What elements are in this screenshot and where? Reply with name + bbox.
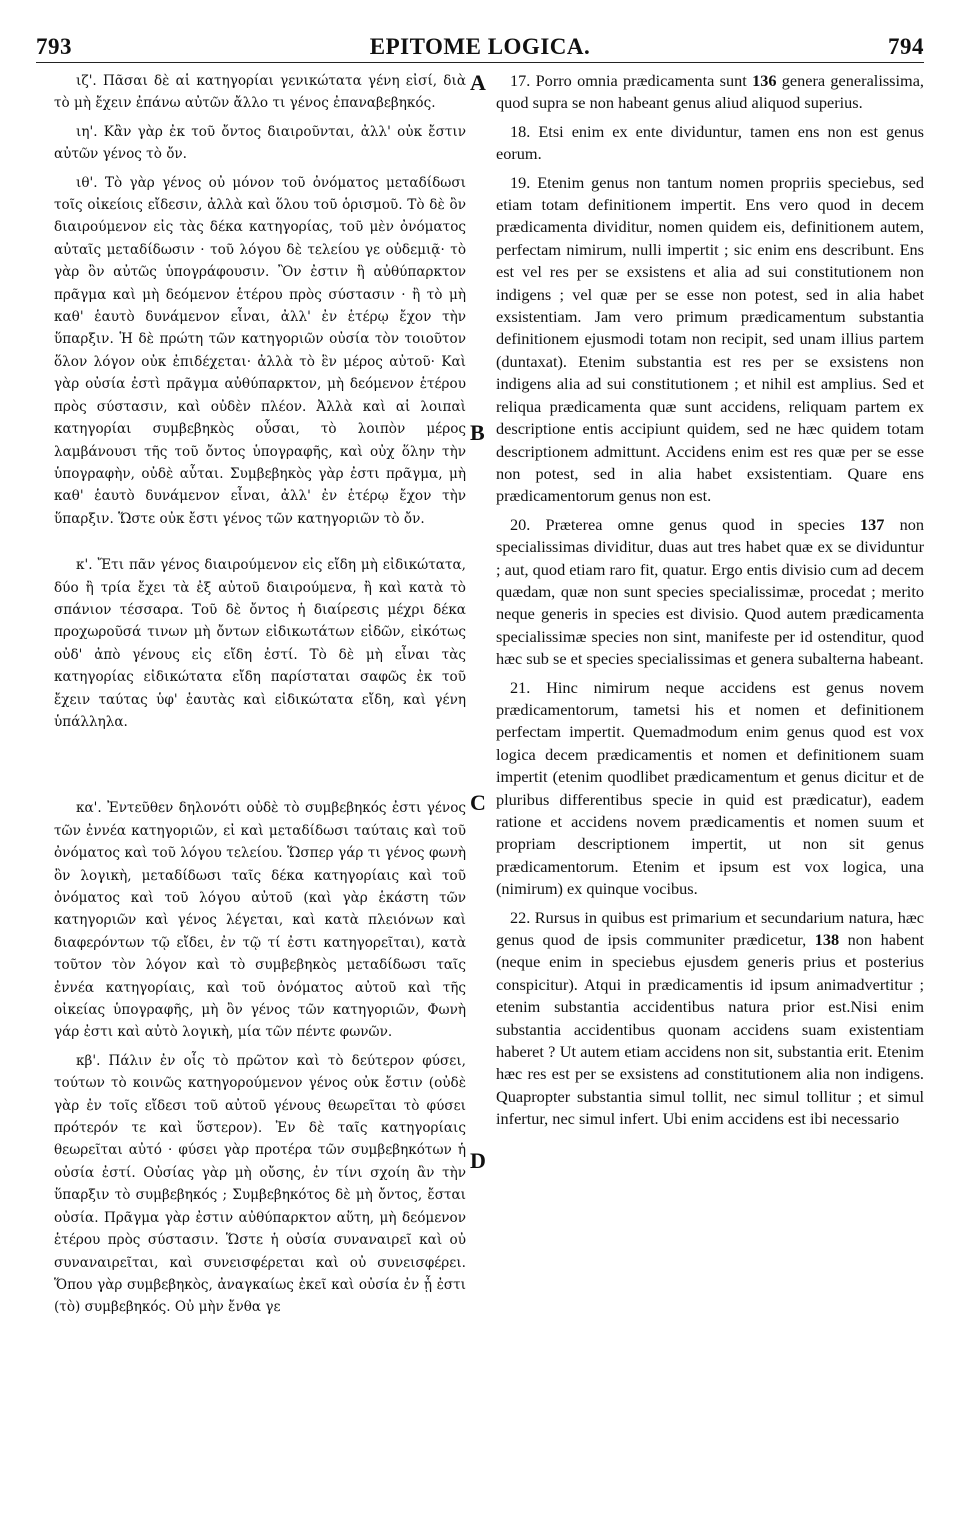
margin-marker-c: C [470, 790, 486, 815]
latin-text: genera generalissima, quod supra se non habeant genus aliud aliquod superius. [496, 71, 924, 113]
latin-text: 21. Hinc nimirum neque accidens est genus novem prædicamentorum, tametsi his et nomen et definitionem perfectam impertit. Quemadmodum enim genus quod est vox logica decem prædicamentis et nomen et definitionem suam impertit (etenim quodlibet prædicamentum et genus dicitur et de pluribus differentibus specie in quid est prædicatur), eadem ratione et accidens novem prædicamentis et nomen suum et propriam descriptionem impertit, ut non sit genus prædicamentorum. Etenim et ipsum est vox logica, una (nimirum) ex quinque vocibus. [496, 677, 924, 899]
margin-marker-b: B [470, 420, 485, 445]
latin-text: non habent (neque enim in speciebus ejusdem generis prius et posterius conspicitur). Atqui in prædicamentis id ipsum animadvertitur ; etenim substantia accidentibus natura prior est.Nisi enim substantia accidentibus quonam accidens suam existentiam haberet ? Ut autem etiam accidens non sit, substantia erit. Etenim hæc res est per se exsistens ad constitutionem alia non indigens. Quapropter substantia simul tollit, nec simul tollitur ; et simul infertur, nec simul infert. Ubi enim accidens est ibi necessario [496, 930, 924, 1129]
latin-text: 17. Porro omnia prædicamenta sunt [510, 71, 753, 90]
greek-column [54, 70, 466, 1325]
column-number: 138 [814, 930, 840, 950]
latin-text: non specialissimas dividitur, duas aut tres habet quæ ex se dividuntur ; aut, quod etiam raro fit, quatur. Ergo entis divisio cum ad decem quædam, quæ non sunt species specialissimæ, procedat ; merito neque generis in species est divisio. Quod autem prædicamenta specialissimæ species non sint, manifeste per id ostenditur, quod hæc sub se et species specialissimas et genera subalterna habeant. [496, 514, 924, 669]
greek-paragraph-17: ιζ'. Πᾶσαι δὲ αἱ κατηγορίαι γενικώτατα γένη εἰσί, διὰ τὸ μὴ ἔχειν ἐπάνω αὐτῶν ἄλλο τι γένος ἐπαναβεβηκός. [54, 73, 466, 112]
latin-paragraph-21 [496, 677, 924, 901]
latin-paragraph-18 [496, 121, 924, 166]
latin-text: 18. Etsi enim ex ente dividuntur, tamen ens non est genus eorum. [496, 121, 924, 164]
greek-paragraph-20: κ'. Ἔτι πᾶν γένος διαιρούμενον εἰς εἴδη μὴ εἰδικώτατα, δύο ἢ τρία ἔχει τὰ ἐξ αὐτοῦ διαιρούμενα, ἢ καὶ κατὰ τὸ σπάνιον τέσσαρα. Τοῦ δὲ ὄντος ἡ διαίρεσις μέχρι δέκα προχωροῦσά τινων μὴ ὄντων εἰδικωτάτων εἰδῶν, εἰκότως οὐδ' ἀπὸ γένους εἰς εἴδη ἐστί. Τὸ δὲ μὴ εἶναι τὰς κατηγορίας εἰδικώτατα εἴδη παρίσταται σαφῶς ἐκ τοῦ ἔχειν ταύτας ὑφ' ἑαυτὰς καὶ εἰδικώτατα εἴδη, καὶ γένη ὑπάλληλα. [54, 557, 466, 730]
column-number: 136 [752, 71, 777, 90]
greek-paragraph-22: κβ'. Πάλιν ἐν οἷς τὸ πρῶτον καὶ τὸ δεύτερον φύσει, τούτων τὸ κοινῶς κατηγορούμενον γένος οὐκ ἔστιν (οὐδὲ γὰρ ἐν τοῖς εἴδεσι τοῦ αὐτοῦ γένους θεωρεῖται τὸ φύσει πρότερόν τε καὶ ὕστερον). Ἐν δὲ ταῖς κατηγορίαις θεωρεῖται αὐτό · φύσει γὰρ προτέρα τῶν συμβεβηκότων ἡ οὐσία ἐστί. Οὐσίας γὰρ μὴ οὔσης, ἐν τίνι σχοίη ἂν τὴν ὕπαρξιν τὸ συμβεβηκός ; Συμβεβηκότος δὲ μὴ ὄντος, ἔσται οὐσία. Πρᾶγμα γὰρ ἐστιν αὐθύπαρκτον αὕτη, μὴ δεόμενον ἑτέρου πρὸς σύστασιν. Ὥστε ἡ οὐσία συναναιρεῖ καὶ οὐ συναναιρεῖται, καὶ συνεισφέρεται καὶ οὐ συνεισφέρει. Ὅπου γὰρ συμβεβηκὸς, ἀναγκαίως ἐκεῖ καὶ οὐσία ἐν ᾗ ἐστι (τὸ) συμβεβηκός. Οὐ μὴν ἔνθα γε [54, 1052, 466, 1316]
greek-paragraph-21: κα'. Ἐντεῦθεν δηλονότι οὐδὲ τὸ συμβεβηκός ἐστι γένος τῶν ἐννέα κατηγοριῶν, εἰ καὶ μεταδίδωσι ταύταις καὶ τοῦ ὀνόματος καὶ τοῦ λόγου τελείου. Ὥσπερ γάρ τι γένος φωνὴ ὂν λογικὴ, μεταδίδωσι ταῖς δέκα κατηγορίαις καὶ τοῦ ὀνόματος καὶ τοῦ λόγου αὐτοῦ (καὶ γὰρ ἑκάστη τῶν κατηγοριῶν καὶ γένος λέγεται, καὶ κατὰ πλειόνων καὶ διαφερόντων τῷ εἴδει, ἐν τῷ τί ἐστι κατηγορεῖται), κατὰ τοῦτον τὸν λόγον καὶ τὸ συμβεβηκὸς μεταδίδωσι ταῖς ἐννέα κατηγορίαις, καὶ τοῦ ὀνόματος αὐτοῦ καὶ τῆς οἰκείας ὑπογραφῆς, μὴ ὂν γένος τῶν κατηγοριῶν, Φωνὴ γάρ ἐστι καὶ αὐτὸ λογικὴ, μία τῶν πέντε φωνῶν. [54, 800, 466, 1041]
greek-paragraph-19: ιθ'. Τὸ γὰρ γένος οὐ μόνον τοῦ ὀνόματος μεταδίδωσι τοῖς οἰκείοις εἴδεσιν, ἀλλὰ καὶ ὅλου τοῦ ὁρισμοῦ. Τὸ δὲ ὂν διαιρούμενον εἰς τὰς δέκα κατηγορίας, τοῦ μὲν ὀνόματος αὐταῖς μεταδίδωσιν · τοῦ λόγου δὲ τελείου γε οὐδεμιᾷ· τὸ γὰρ ὂν αὐτῶς ὑπογράφουσιν. Ὂν ἐστιν ἢ αὐθύπαρκτον πρᾶγμα καὶ μὴ δεόμενον ἑτέρου πρὸς σύστασιν · ἢ τὸ μὴ καθ' ἑαυτὸ δυνάμενον εἶναι, ἀλλ' ἐν ἑτέρῳ ἔχον τὴν ὕπαρξιν. Ἡ δὲ πρώτη τῶν κατηγοριῶν οὐσία τὸν τοιοῦτον ὅλον λόγον οὐκ ἐπιδέχεται· ἀλλὰ τὸ ἓν μέρος αὐτοῦ· Καὶ γὰρ οὐσία ἐστὶ πρᾶγμα αὐθύπαρκτον, μὴ δεόμενον ἑτέρου πρὸς σύστασιν, καὶ οὐδὲν πλέον. Ἀλλὰ καὶ αἱ λοιπαὶ κατηγορίαι συμβεβηκὸς οὖσαι, τὸ λοιπὸν μέρος λαμβάνουσι τῆς τοῦ ὄντος ὑπογραφῆς, καὶ οὐχ ὅλην τὴν ὑπογραφὴν, οὐδὲ αὗται. Συμβεβηκὸς γὰρ ἐστι πρᾶγμα, μὴ καθ' ἑαυτὸ δυνάμενον εἶναι, ἀλλ' ἐν ἑτέρῳ ἔχον τὴν ὕπαρξιν. Ὥστε οὐκ ἔστι γένος τῶν κατηγοριῶν τὸ ὄν. [54, 174, 466, 527]
latin-text: 19. Etenim genus non tantum nomen propriis speciebus, sed etiam totam definitionem impertit. Ens vero quod in decem prædicamenta dividitur, nomen quidem eis, definitionem autem, perfectam nimirum, nulli impertit ; sic enim ens describunt. Ens est vel res per se exsistens et alia ad sui constitutionem non indigens ; vel quæ per se esse non potest, sed in alia habet exsistentiam. Jam vero primum prædicamentum substantia definitionem ejusmodi totam non recipit, sed unam illius partem (duntaxat). Etenim substantia est res per se exsistens non indigens alia ad sui constitutionem ; et nihil est amplius. Sed et reliqua prædicamenta quæ sunt accidens, reliquam partem ex descriptione entis accipiunt quidem, sed ne hæc quidem totam descriptionem admittunt. Accidens enim est res quæ per se esse non potest, sed in alia habet exsistentiam. Quare ens prædicamentorum genus non est. [496, 172, 924, 506]
latin-column [496, 70, 924, 1137]
latin-paragraph-17 [496, 70, 924, 115]
running-title: EPITOME LOGICA. [369, 34, 591, 59]
latin-paragraph-20 [496, 514, 924, 671]
margin-marker-d: D [470, 1148, 486, 1173]
latin-text: 20. Præterea omne genus quod in species [510, 514, 860, 534]
header-rule [36, 62, 924, 63]
margin-marker-a: A [470, 70, 486, 95]
page-number-left: 793 [36, 34, 72, 59]
latin-paragraph-19 [496, 172, 924, 508]
latin-paragraph-22 [496, 907, 924, 1131]
page-number-right: 794 [888, 34, 924, 59]
page-header [36, 34, 924, 64]
latin-text: 22. Rursus in quibus est primarium et secundarium natura, hæc genus quod de ipsis communiter prædicetur, [496, 907, 924, 950]
column-number: 137 [859, 514, 885, 534]
greek-paragraph-18: ιη'. Κἂν γὰρ ἐκ τοῦ ὄντος διαιροῦνται, ἀλλ' οὐκ ἔστιν αὐτῶν γένος τὸ ὄν. [54, 123, 466, 163]
